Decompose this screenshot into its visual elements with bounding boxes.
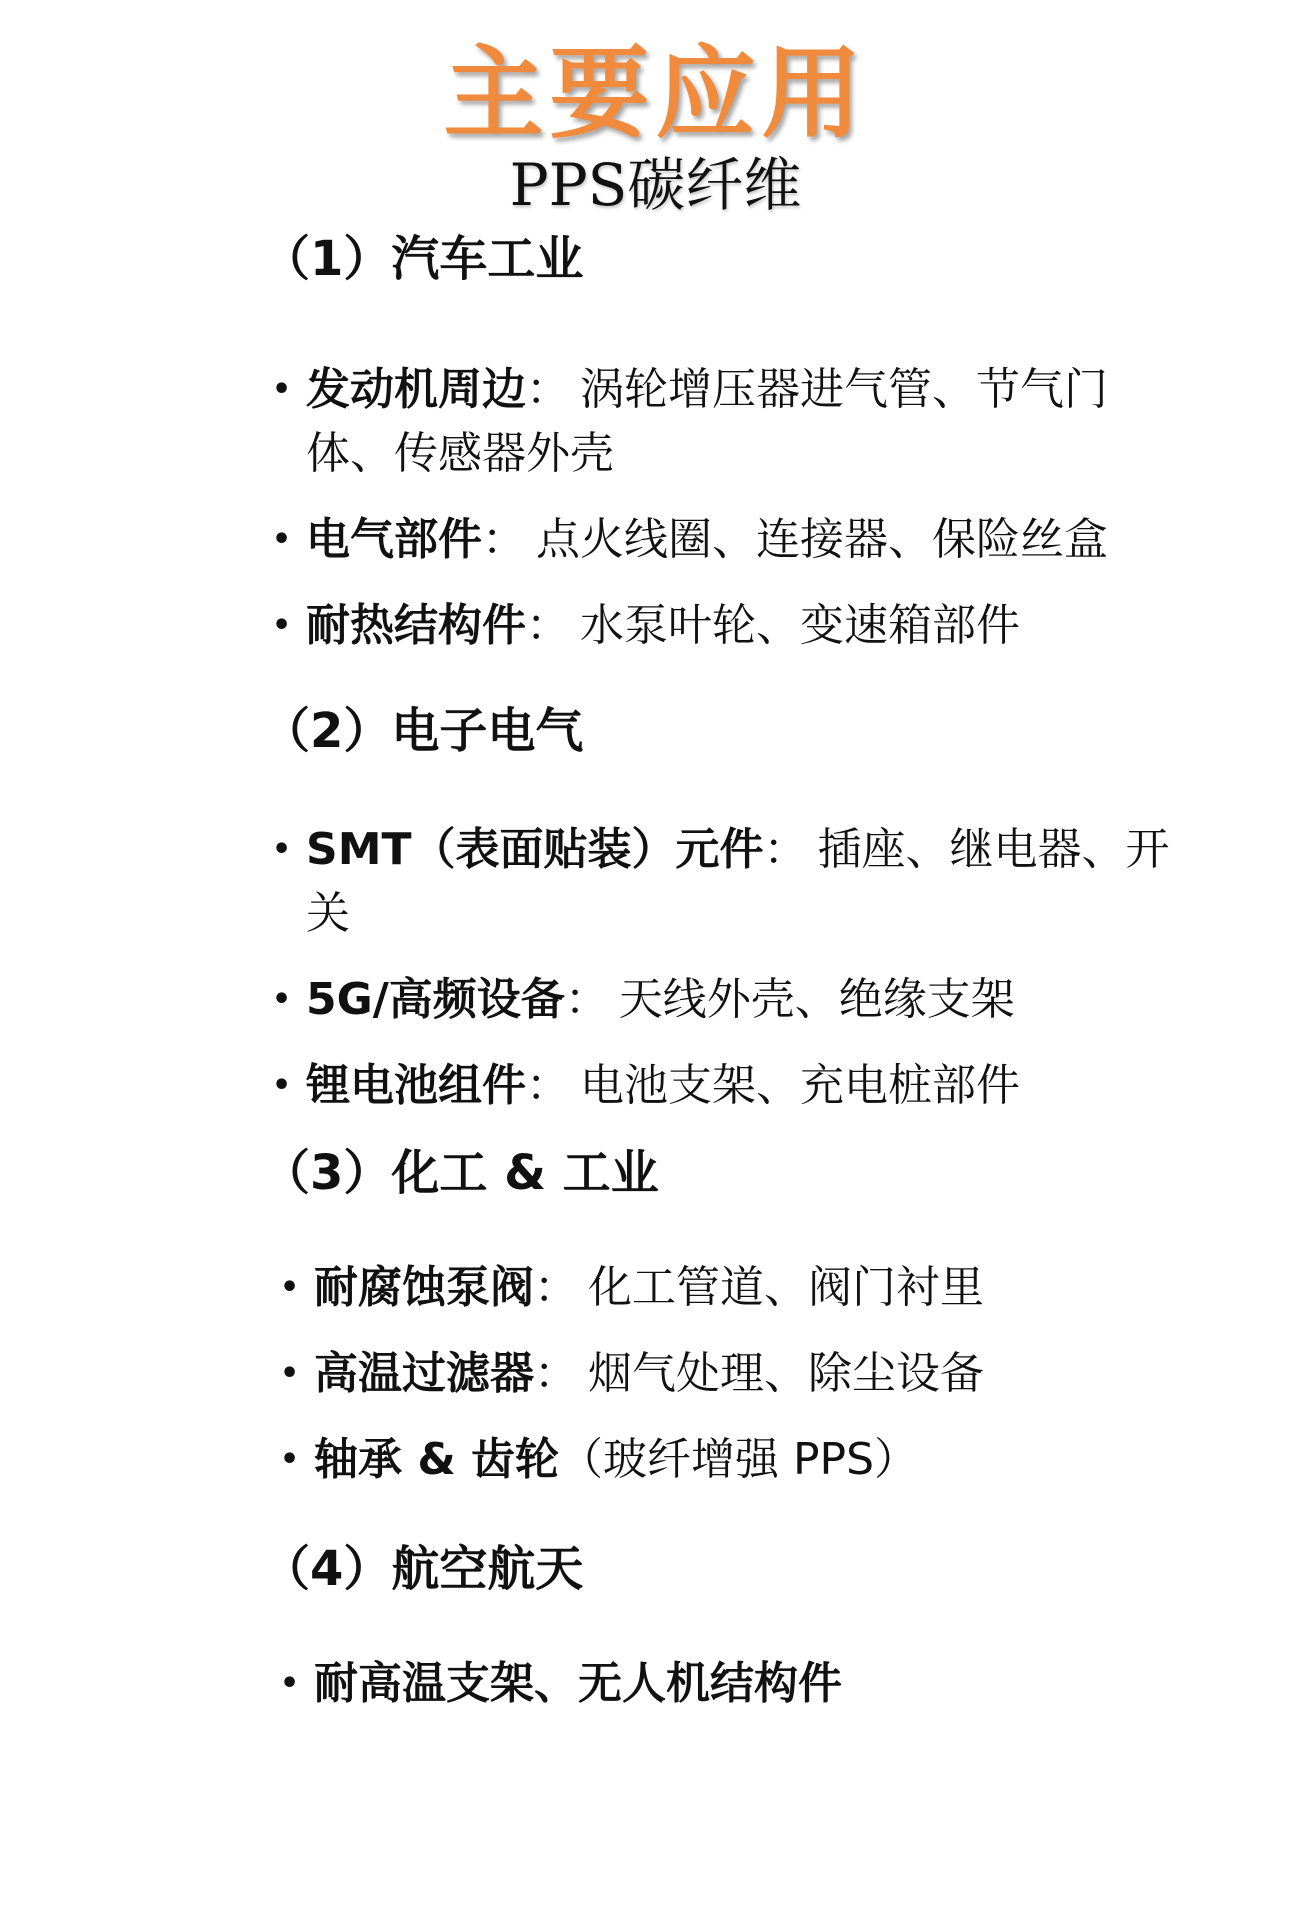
bullet-icon: • — [272, 832, 292, 867]
bullet-icon: • — [272, 522, 292, 557]
bullet-icon: • — [280, 1442, 300, 1477]
aerospace-list — [262, 1652, 1192, 1716]
bullet-icon: • — [272, 372, 292, 407]
list-item — [270, 1428, 1192, 1492]
section-heading-automotive: （1）汽车工业 — [262, 231, 584, 287]
list-item — [270, 1342, 1192, 1406]
list-item — [262, 1054, 1192, 1118]
item-description: 电池支架、充电桩部件 — [580, 1060, 1020, 1111]
item-term: 5G/高频设备 — [306, 974, 565, 1025]
item-separator: ： — [534, 1262, 578, 1313]
item-term: 锂电池组件 — [306, 1060, 526, 1111]
chemical-industry-list — [262, 1256, 1192, 1492]
item-separator: ： — [526, 364, 570, 415]
content-body — [262, 226, 1192, 1716]
section-heading-chemical-industry: （3）化工 & 工业 — [262, 1145, 659, 1201]
item-separator: ： — [526, 600, 570, 651]
item-term: 耐腐蚀泵阀 — [314, 1262, 534, 1313]
item-note: （玻纤增强 PPS） — [559, 1434, 918, 1485]
item-term: 轴承 & 齿轮 — [314, 1434, 560, 1485]
bullet-icon: • — [272, 608, 292, 643]
item-separator: ： — [482, 514, 526, 565]
list-item — [270, 1652, 1192, 1716]
list-item — [262, 968, 1192, 1032]
item-term: 发动机周边 — [306, 364, 526, 415]
list-item — [262, 358, 1192, 486]
item-description: 化工管道、阀门衬里 — [588, 1262, 984, 1313]
item-separator: ： — [534, 1348, 578, 1399]
item-separator: ： — [526, 1060, 570, 1111]
list-item — [262, 594, 1192, 658]
bullet-icon: • — [280, 1356, 300, 1391]
item-separator: ： — [564, 974, 609, 1025]
bullet-icon: • — [272, 982, 292, 1017]
section-heading-aerospace: （4）航空航天 — [262, 1541, 584, 1597]
item-term: 电气部件 — [306, 514, 482, 565]
item-description: 插座、继电器、开关 — [306, 824, 1170, 939]
item-description: 点火线圈、连接器、保险丝盒 — [536, 514, 1108, 565]
item-term: 耐高温支架、无人机结构件 — [314, 1658, 842, 1709]
electronics-list — [262, 818, 1192, 1118]
list-item — [262, 508, 1192, 572]
item-description: 涡轮增压器进气管、节气门体、传感器外壳 — [306, 364, 1108, 479]
item-description: 水泵叶轮、变速箱部件 — [580, 600, 1020, 651]
automotive-list — [262, 358, 1192, 658]
item-description: 天线外壳、绝缘支架 — [618, 974, 1015, 1025]
bullet-icon: • — [280, 1666, 300, 1701]
item-term: SMT（表面贴装）元件 — [306, 824, 764, 875]
page-subtitle: PPS碳纤维 — [509, 151, 802, 219]
list-item — [270, 1256, 1192, 1320]
list-item — [262, 818, 1192, 946]
page-title: 主要应用 — [443, 35, 868, 152]
item-description: 烟气处理、除尘设备 — [588, 1348, 984, 1399]
item-term: 高温过滤器 — [314, 1348, 534, 1399]
item-separator: ： — [763, 824, 808, 875]
bullet-icon: • — [280, 1270, 300, 1305]
item-term: 耐热结构件 — [306, 600, 526, 651]
section-heading-electronics: （2）电子电气 — [262, 703, 584, 759]
bullet-icon: • — [272, 1068, 292, 1103]
